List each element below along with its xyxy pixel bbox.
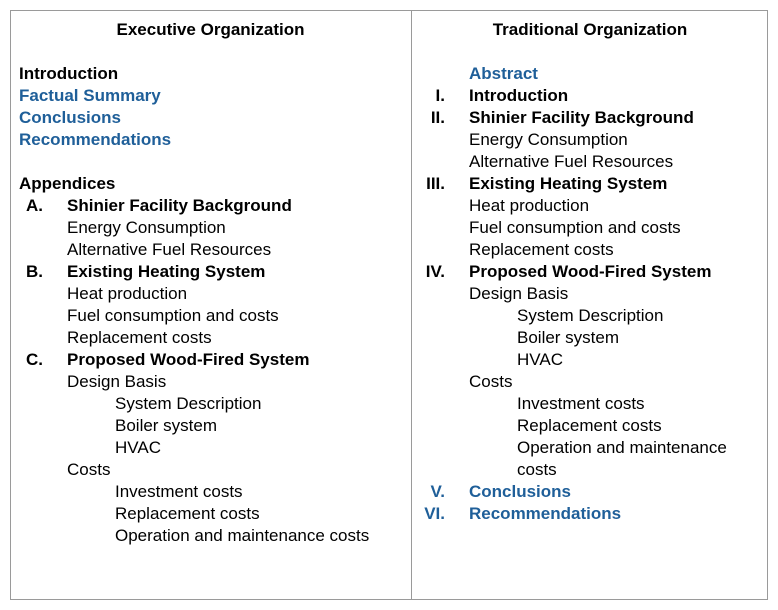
column-divider [411,10,412,600]
trad-iv-design-item: Boiler system [517,328,620,347]
exec-a-item: Energy Consumption [67,218,226,237]
trad-iii-item: Fuel consumption and costs [469,218,681,237]
executive-title: Executive Organization [116,20,305,39]
trad-section-iii-title: Existing Heating System [469,174,668,193]
exec-appendix-c-number: C. [26,350,43,369]
exec-appendix-b-title: Existing Heating System [67,262,266,281]
trad-iv-design-item: System Description [517,306,664,325]
exec-appendix-a-title: Shinier Facility Background [67,196,292,215]
exec-b-item: Replacement costs [67,328,212,347]
trad-section-iv-title: Proposed Wood-Fired System [469,262,712,281]
trad-section-iv-number: IV. [425,262,445,281]
exec-appendix-a-number: A. [26,196,43,215]
exec-factual-summary: Factual Summary [19,86,161,105]
trad-section-i-title: Introduction [469,86,569,105]
exec-recommendations: Recommendations [19,130,172,149]
trad-ii-item: Energy Consumption [469,130,628,149]
exec-c-design-item: System Description [115,394,262,413]
trad-iv-cost-item-continued: costs [517,460,557,479]
exec-introduction: Introduction [19,64,119,83]
exec-c-cost-item: Operation and maintenance costs [115,526,370,545]
exec-appendix-c-title: Proposed Wood-Fired System [67,350,310,369]
exec-c-design-item: Boiler system [115,416,218,435]
exec-b-item: Heat production [67,284,188,303]
trad-iv-design-basis: Design Basis [469,284,569,303]
trad-abstract: Abstract [469,64,538,83]
trad-iv-cost-item: Operation and maintenance [517,438,727,457]
exec-b-item: Fuel consumption and costs [67,306,279,325]
trad-iv-cost-item: Replacement costs [517,416,662,435]
trad-iv-design-item: HVAC [517,350,563,369]
trad-section-vi-title: Recommendations [469,504,622,523]
exec-appendices: Appendices [19,174,116,193]
exec-c-design-item: HVAC [115,438,161,457]
trad-iv-costs: Costs [469,372,513,391]
trad-iv-cost-item: Investment costs [517,394,645,413]
trad-section-iii-number: III. [426,174,445,193]
trad-section-ii-number: II. [430,108,445,127]
exec-c-cost-item: Investment costs [115,482,243,501]
trad-iii-item: Replacement costs [469,240,614,259]
trad-section-i-number: I. [435,86,445,105]
exec-c-costs: Costs [67,460,111,479]
trad-section-ii-title: Shinier Facility Background [469,108,694,127]
trad-section-v-number: V. [430,482,445,501]
exec-c-design-basis: Design Basis [67,372,167,391]
trad-section-v-title: Conclusions [469,482,572,501]
exec-a-item: Alternative Fuel Resources [67,240,272,259]
traditional-title: Traditional Organization [492,20,688,39]
trad-ii-item: Alternative Fuel Resources [469,152,674,171]
trad-iii-item: Heat production [469,196,590,215]
exec-c-cost-item: Replacement costs [115,504,260,523]
exec-appendix-b-number: B. [26,262,43,281]
trad-section-vi-number: VI. [424,504,445,523]
exec-conclusions: Conclusions [19,108,122,127]
